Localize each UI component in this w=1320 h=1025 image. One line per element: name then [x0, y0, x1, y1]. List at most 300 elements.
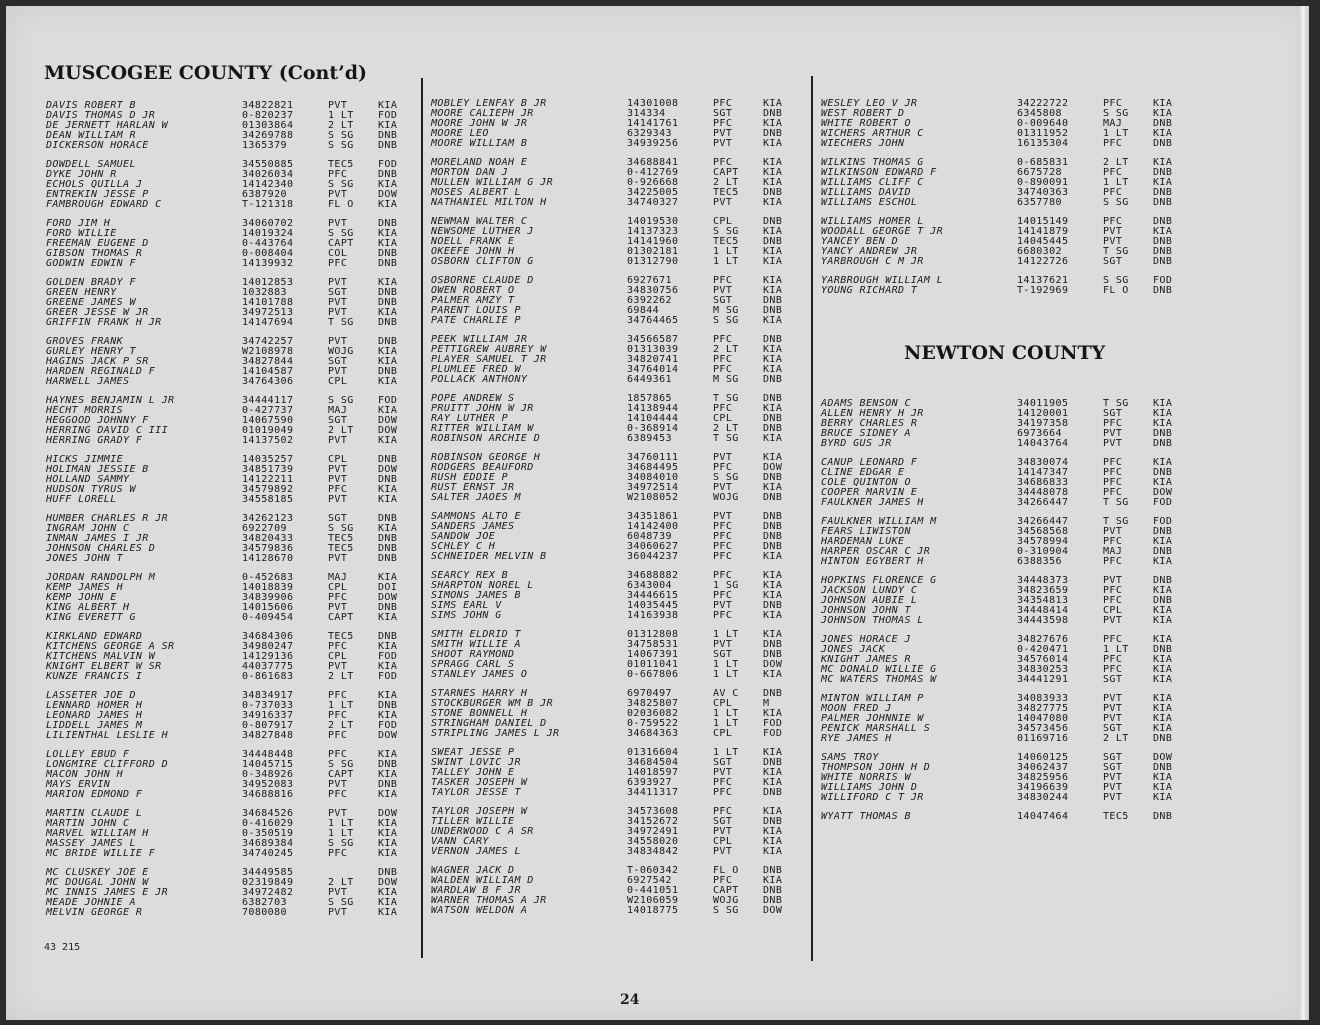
- serial-number: 01303864: [242, 120, 294, 131]
- rank: 1 LT: [713, 708, 739, 719]
- serial-number: 6449361: [627, 374, 672, 385]
- rank: 1 LT: [328, 700, 354, 711]
- casualty-status: DNB: [378, 140, 398, 151]
- rank: WOJG: [713, 492, 739, 503]
- soldier-name: HUFF LORELL: [46, 494, 117, 505]
- serial-number: 34764014: [627, 364, 679, 375]
- casualty-status: KIA: [1153, 792, 1173, 803]
- casualty-status: DNB: [763, 216, 783, 227]
- casualty-status: DNB: [763, 649, 783, 660]
- rank: 2 LT: [328, 120, 354, 131]
- soldier-name: WHITE ROBERT O: [821, 118, 911, 129]
- rank: SGT: [1103, 723, 1123, 734]
- serial-number: 34566587: [627, 334, 679, 345]
- serial-number: 34558020: [627, 836, 679, 847]
- rank: 1 LT: [713, 256, 739, 267]
- casualty-status: DNB: [1153, 575, 1173, 586]
- rank: 2 LT: [328, 425, 354, 436]
- serial-number: 14101788: [242, 297, 294, 308]
- serial-number: 14122726: [1017, 256, 1069, 267]
- serial-number: 14139932: [242, 258, 294, 269]
- rank: CPL: [1103, 605, 1123, 616]
- serial-number: 1365379: [242, 140, 287, 151]
- rank: PFC: [328, 848, 348, 859]
- rank: SGT: [713, 757, 733, 768]
- rank: S SG: [328, 228, 354, 239]
- soldier-name: MARTIN CLAUDE L: [46, 808, 143, 819]
- soldier-name: INGRAM JOHN C: [46, 523, 130, 534]
- casualty-status: KIA: [1153, 177, 1173, 188]
- casualty-status: DNB: [763, 187, 783, 198]
- soldier-name: FORD JIM H: [46, 218, 111, 229]
- serial-number: 314334: [627, 108, 666, 119]
- serial-number: 34827848: [242, 730, 294, 741]
- serial-number: 34825807: [627, 698, 679, 709]
- casualty-status: DOW: [378, 877, 398, 888]
- rank: PVT: [1103, 438, 1123, 449]
- casualty-status: DNB: [763, 393, 783, 404]
- serial-number: 34939256: [627, 138, 679, 149]
- serial-number: T-192969: [1017, 285, 1069, 296]
- serial-number: 14141960: [627, 236, 679, 247]
- newton-county-heading: NEWTON COUNTY: [904, 342, 1106, 364]
- rank: MAJ: [1103, 118, 1123, 129]
- rank: CAPT: [713, 885, 739, 896]
- casualty-status: FOD: [1153, 516, 1173, 527]
- casualty-status: KIA: [763, 118, 783, 129]
- serial-number: 6345808: [1017, 108, 1062, 119]
- casualty-status: KIA: [1153, 108, 1173, 119]
- serial-number: 34441291: [1017, 674, 1069, 685]
- rank: PVT: [1103, 428, 1123, 439]
- soldier-name: POPE ANDREW S: [431, 393, 515, 404]
- rank: S SG: [328, 523, 354, 534]
- soldier-name: JORDAN RANDOLPH M: [46, 572, 156, 583]
- rank: PVT: [1103, 226, 1123, 237]
- soldier-name: HUMBER CHARLES R JR: [46, 513, 168, 524]
- rank: 1 LT: [713, 669, 739, 680]
- soldier-name: GODWIN EDWIN F: [46, 258, 136, 269]
- rank: PVT: [1103, 615, 1123, 626]
- rank: S SG: [1103, 275, 1129, 286]
- serial-number: 34740327: [627, 197, 679, 208]
- rank: PVT: [713, 452, 733, 463]
- soldier-name: WIECHERS JOHN: [821, 138, 905, 149]
- serial-number: 34764465: [627, 315, 679, 326]
- serial-number: 0-310904: [1017, 546, 1069, 557]
- soldier-name: GROVES FRANK: [46, 336, 124, 347]
- casualty-status: DNB: [1153, 644, 1173, 655]
- serial-number: 6387920: [242, 189, 287, 200]
- soldier-name: WILLIAMS HOMER L: [821, 216, 924, 227]
- rank: PFC: [713, 118, 733, 129]
- soldier-name: SWINT LOVIC JR: [431, 757, 521, 768]
- rank: PVT: [328, 661, 348, 672]
- casualty-status: KIA: [378, 100, 398, 111]
- rank: PFC: [713, 806, 733, 817]
- casualty-status: DNB: [378, 543, 398, 554]
- rank: 1 LT: [713, 629, 739, 640]
- casualty-status: KIA: [1153, 157, 1173, 168]
- soldier-name: PATE CHARLIE P: [431, 315, 521, 326]
- rank: TEC5: [328, 631, 354, 642]
- casualty-status: DNB: [763, 334, 783, 345]
- casualty-status: DNB: [763, 521, 783, 532]
- serial-number: 34684526: [242, 808, 294, 819]
- serial-number: 0-926668: [627, 177, 679, 188]
- rank: PVT: [328, 494, 348, 505]
- casualty-status: FOD: [1153, 275, 1173, 286]
- serial-number: W2106059: [627, 895, 679, 906]
- casualty-status: KIA: [1153, 723, 1173, 734]
- serial-number: 14045715: [242, 759, 294, 770]
- rank: 2 LT: [713, 177, 739, 188]
- soldier-name: TALLEY JOHN E: [431, 767, 515, 778]
- soldier-name: MARION EDMOND F: [46, 789, 143, 800]
- rank: PVT: [713, 639, 733, 650]
- soldier-name: OKEEFE JOHN H: [431, 246, 515, 257]
- casualty-status: DNB: [378, 474, 398, 485]
- rank: CPL: [713, 728, 733, 739]
- column-divider-2: [811, 76, 813, 961]
- casualty-status: KIA: [1153, 585, 1173, 596]
- casualty-status: DNB: [378, 258, 398, 269]
- serial-number: 01312808: [627, 629, 679, 640]
- serial-number: 69844: [627, 305, 660, 316]
- rank: PFC: [1103, 585, 1123, 596]
- soldier-name: MC CLUSKEY JOE E: [46, 867, 149, 878]
- soldier-name: WILLIAMS ESCHOL: [821, 197, 918, 208]
- casualty-status: KIA: [763, 767, 783, 778]
- rank: PFC: [1103, 477, 1123, 488]
- soldier-name: MULLEN WILLIAM G JR: [431, 177, 553, 188]
- serial-number: T-121318: [242, 199, 294, 210]
- serial-number: 14104444: [627, 413, 679, 424]
- rank: CAPT: [713, 167, 739, 178]
- casualty-status: KIA: [763, 629, 783, 640]
- casualty-status: DNB: [378, 700, 398, 711]
- serial-number: 34823659: [1017, 585, 1069, 596]
- rank: 2 LT: [328, 720, 354, 731]
- serial-number: 6922709: [242, 523, 287, 534]
- serial-number: 34972514: [627, 482, 679, 493]
- casualty-status: DNB: [1153, 236, 1173, 247]
- rank: 1 LT: [328, 110, 354, 121]
- casualty-status: KIA: [378, 494, 398, 505]
- casualty-status: DOW: [378, 592, 398, 603]
- serial-number: 34222722: [1017, 98, 1069, 109]
- casualty-status: KIA: [378, 277, 398, 288]
- rank: SGT: [328, 287, 348, 298]
- casualty-status: KIA: [763, 482, 783, 493]
- soldier-name: JACKSON LUNDY C: [821, 585, 918, 596]
- soldier-name: SMITH WILLIE A: [431, 639, 521, 650]
- casualty-status: DNB: [378, 631, 398, 642]
- serial-number: 34684504: [627, 757, 679, 768]
- serial-number: 0-737033: [242, 700, 294, 711]
- soldier-name: MC DOUGAL JOHN W: [46, 877, 149, 888]
- soldier-name: MOORE CALIEPH JR: [431, 108, 534, 119]
- rank: PVT: [328, 336, 348, 347]
- soldier-name: FAULKNER WILLIAM M: [821, 516, 937, 527]
- soldier-name: JOHNSON THOMAS L: [821, 615, 924, 626]
- rank: PFC: [1103, 98, 1123, 109]
- rank: 1 LT: [1103, 644, 1129, 655]
- rank: PVT: [1103, 792, 1123, 803]
- casualty-status: DOW: [763, 659, 783, 670]
- casualty-status: M: [763, 698, 770, 709]
- serial-number: 34851739: [242, 464, 294, 475]
- casualty-status: DNB: [763, 600, 783, 611]
- rank: CAPT: [328, 238, 354, 249]
- serial-number: 34351861: [627, 511, 679, 522]
- rank: PFC: [713, 462, 733, 473]
- serial-number: 34822821: [242, 100, 294, 111]
- soldier-name: SCHLEY C H: [431, 541, 496, 552]
- rank: 1 LT: [328, 828, 354, 839]
- soldier-name: WESLEY LEO V JR: [821, 98, 918, 109]
- rank: PFC: [713, 570, 733, 581]
- soldier-name: MEADE JOHNIE A: [46, 897, 136, 908]
- rank: PFC: [1103, 634, 1123, 645]
- casualty-status: DNB: [1153, 811, 1173, 822]
- serial-number: 0-350519: [242, 828, 294, 839]
- serial-number: 14067590: [242, 415, 294, 426]
- serial-number: 14128670: [242, 553, 294, 564]
- serial-number: 14043764: [1017, 438, 1069, 449]
- serial-number: 01011041: [627, 659, 679, 670]
- casualty-status: FOD: [378, 671, 398, 682]
- casualty-status: DNB: [763, 413, 783, 424]
- rank: PFC: [1103, 457, 1123, 468]
- casualty-status: DNB: [378, 169, 398, 180]
- serial-number: 14060125: [1017, 752, 1069, 763]
- rank: TEC5: [713, 187, 739, 198]
- soldier-name: WILKINSON EDWARD F: [821, 167, 937, 178]
- serial-number: 6393927: [627, 777, 672, 788]
- soldier-name: OSBORNE CLAUDE D: [431, 275, 534, 286]
- soldier-name: PENICK MARSHALL S: [821, 723, 931, 734]
- soldier-name: LASSETER JOE D: [46, 690, 136, 701]
- rank: PFC: [713, 531, 733, 542]
- soldier-name: HUDSON TYRUS W: [46, 484, 136, 495]
- soldier-name: SAMMONS ALTO E: [431, 511, 521, 522]
- rank: T SG: [1103, 497, 1129, 508]
- casualty-status: DOW: [378, 189, 398, 200]
- serial-number: 14104587: [242, 366, 294, 377]
- soldier-name: SMITH ELDRID T: [431, 629, 521, 640]
- soldier-name: STONE BONNELL H: [431, 708, 528, 719]
- rank: 2 LT: [713, 423, 739, 434]
- soldier-name: KIRKLAND EDWARD: [46, 631, 143, 642]
- serial-number: 36044237: [627, 551, 679, 562]
- casualty-status: DOW: [378, 730, 398, 741]
- rank: MAJ: [328, 405, 348, 416]
- soldier-name: LENNARD HOMER H: [46, 700, 143, 711]
- casualty-status: DNB: [763, 865, 783, 876]
- rank: SGT: [713, 816, 733, 827]
- serial-number: 0-008404: [242, 248, 294, 259]
- document-page: [6, 6, 1309, 1020]
- casualty-status: KIA: [763, 846, 783, 857]
- rank: PFC: [713, 777, 733, 788]
- casualty-status: KIA: [763, 285, 783, 296]
- serial-number: 34827775: [1017, 703, 1069, 714]
- serial-number: 34060702: [242, 218, 294, 229]
- serial-number: 14018839: [242, 582, 294, 593]
- soldier-name: FEARS LIWISTON: [821, 526, 911, 537]
- serial-number: 01316604: [627, 747, 679, 758]
- rank: SGT: [713, 649, 733, 660]
- casualty-status: DNB: [378, 867, 398, 878]
- casualty-status: DNB: [1153, 467, 1173, 478]
- rank: S SG: [1103, 108, 1129, 119]
- soldier-name: SIMS EARL V: [431, 600, 502, 611]
- serial-number: 34972491: [627, 826, 679, 837]
- rank: CAPT: [328, 769, 354, 780]
- soldier-name: MARTIN JOHN C: [46, 818, 130, 829]
- casualty-status: KIA: [378, 346, 398, 357]
- serial-number: 34576014: [1017, 654, 1069, 665]
- casualty-status: DOW: [1153, 752, 1173, 763]
- casualty-status: KIA: [1153, 98, 1173, 109]
- rank: 1 LT: [713, 246, 739, 257]
- rank: MAJ: [328, 572, 348, 583]
- rank: PVT: [328, 435, 348, 446]
- rank: PVT: [328, 779, 348, 790]
- soldier-name: WILLIAMS CLIFF C: [821, 177, 924, 188]
- serial-number: W2108978: [242, 346, 294, 357]
- rank: PFC: [328, 169, 348, 180]
- casualty-status: DNB: [1153, 197, 1173, 208]
- rank: PFC: [713, 590, 733, 601]
- serial-number: 14018597: [627, 767, 679, 778]
- casualty-status: DNB: [763, 531, 783, 542]
- serial-number: 34742257: [242, 336, 294, 347]
- serial-number: 34449585: [242, 867, 294, 878]
- rank: CPL: [713, 413, 733, 424]
- serial-number: 01311952: [1017, 128, 1069, 139]
- soldier-name: PLUMLEE FRED W: [431, 364, 521, 375]
- rank: 2 LT: [1103, 733, 1129, 744]
- soldier-name: SAMS TROY: [821, 752, 879, 763]
- soldier-name: GRIFFIN FRANK H JR: [46, 317, 162, 328]
- serial-number: 14047080: [1017, 713, 1069, 724]
- soldier-name: STARNES HARRY H: [431, 688, 528, 699]
- soldier-name: TASKER JOSEPH W: [431, 777, 528, 788]
- serial-number: 0-420471: [1017, 644, 1069, 655]
- casualty-status: KIA: [763, 747, 783, 758]
- rank: PFC: [1103, 595, 1123, 606]
- rank: T SG: [1103, 398, 1129, 409]
- serial-number: 0-368914: [627, 423, 679, 434]
- serial-number: T-060342: [627, 865, 679, 876]
- serial-number: 34760111: [627, 452, 679, 463]
- casualty-status: FOD: [378, 110, 398, 121]
- serial-number: 1032883: [242, 287, 287, 298]
- soldier-name: MOORE LEO: [431, 128, 489, 139]
- rank: PFC: [713, 98, 733, 109]
- soldier-name: MC DONALD WILLIE G: [821, 664, 937, 675]
- casualty-status: DNB: [763, 423, 783, 434]
- soldier-name: PLAYER SAMUEL T JR: [431, 354, 547, 365]
- soldier-name: HOPKINS FLORENCE G: [821, 575, 937, 586]
- casualty-status: DNB: [378, 130, 398, 141]
- casualty-status: KIA: [763, 98, 783, 109]
- soldier-name: HARDEMAN LUKE: [821, 536, 905, 547]
- rank: S SG: [328, 140, 354, 151]
- soldier-name: DEAN WILLIAM R: [46, 130, 136, 141]
- serial-number: 6392262: [627, 295, 672, 306]
- rank: T SG: [713, 433, 739, 444]
- rank: 1 LT: [328, 818, 354, 829]
- serial-number: 01313039: [627, 344, 679, 355]
- serial-number: 0-443764: [242, 238, 294, 249]
- serial-number: 34834842: [627, 846, 679, 857]
- rank: PFC: [328, 258, 348, 269]
- serial-number: 01312790: [627, 256, 679, 267]
- casualty-status: DOW: [378, 808, 398, 819]
- serial-number: 14035257: [242, 454, 294, 465]
- serial-number: 0-861683: [242, 671, 294, 682]
- soldier-name: WYATT THOMAS B: [821, 811, 911, 822]
- casualty-status: DNB: [378, 248, 398, 259]
- soldier-name: MACON JOHN H: [46, 769, 124, 780]
- serial-number: 6329343: [627, 128, 672, 139]
- casualty-status: FOD: [378, 395, 398, 406]
- rank: CPL: [328, 454, 348, 465]
- rank: 1 LT: [713, 747, 739, 758]
- casualty-status: KIA: [763, 433, 783, 444]
- serial-number: 34573456: [1017, 723, 1069, 734]
- casualty-status: DNB: [378, 454, 398, 465]
- serial-number: 34411317: [627, 787, 679, 798]
- rank: TEC5: [328, 159, 354, 170]
- soldier-name: MC BRIDE WILLIE F: [46, 848, 156, 859]
- serial-number: 34443598: [1017, 615, 1069, 626]
- soldier-name: PETTIGREW AUBREY W: [431, 344, 547, 355]
- soldier-name: DAVIS THOMAS D JR: [46, 110, 156, 121]
- rank: CPL: [328, 582, 348, 593]
- soldier-name: ADAMS BENSON C: [821, 398, 911, 409]
- serial-number: 34578994: [1017, 536, 1069, 547]
- rank: PVT: [328, 297, 348, 308]
- serial-number: 14047464: [1017, 811, 1069, 822]
- serial-number: 14035445: [627, 600, 679, 611]
- soldier-name: CANUP LEONARD F: [821, 457, 918, 468]
- soldier-name: WOODALL GEORGE T JR: [821, 226, 943, 237]
- casualty-status: DNB: [378, 759, 398, 770]
- soldier-name: JONES JACK: [821, 644, 886, 655]
- casualty-status: KIA: [763, 836, 783, 847]
- casualty-status: KIA: [1153, 703, 1173, 714]
- casualty-status: DNB: [378, 779, 398, 790]
- soldier-name: SALTER JAOES M: [431, 492, 521, 503]
- column-divider-1: [421, 78, 423, 958]
- casualty-status: KIA: [763, 580, 783, 591]
- casualty-status: DNB: [378, 218, 398, 229]
- rank: PFC: [713, 521, 733, 532]
- rank: S SG: [713, 472, 739, 483]
- rank: PVT: [1103, 713, 1123, 724]
- serial-number: 14015149: [1017, 216, 1069, 227]
- soldier-name: DAVIS ROBERT B: [46, 100, 136, 111]
- serial-number: 34830074: [1017, 457, 1069, 468]
- rank: PVT: [1103, 575, 1123, 586]
- casualty-status: KIA: [1153, 634, 1173, 645]
- rank: T SG: [1103, 516, 1129, 527]
- casualty-status: DNB: [1153, 285, 1173, 296]
